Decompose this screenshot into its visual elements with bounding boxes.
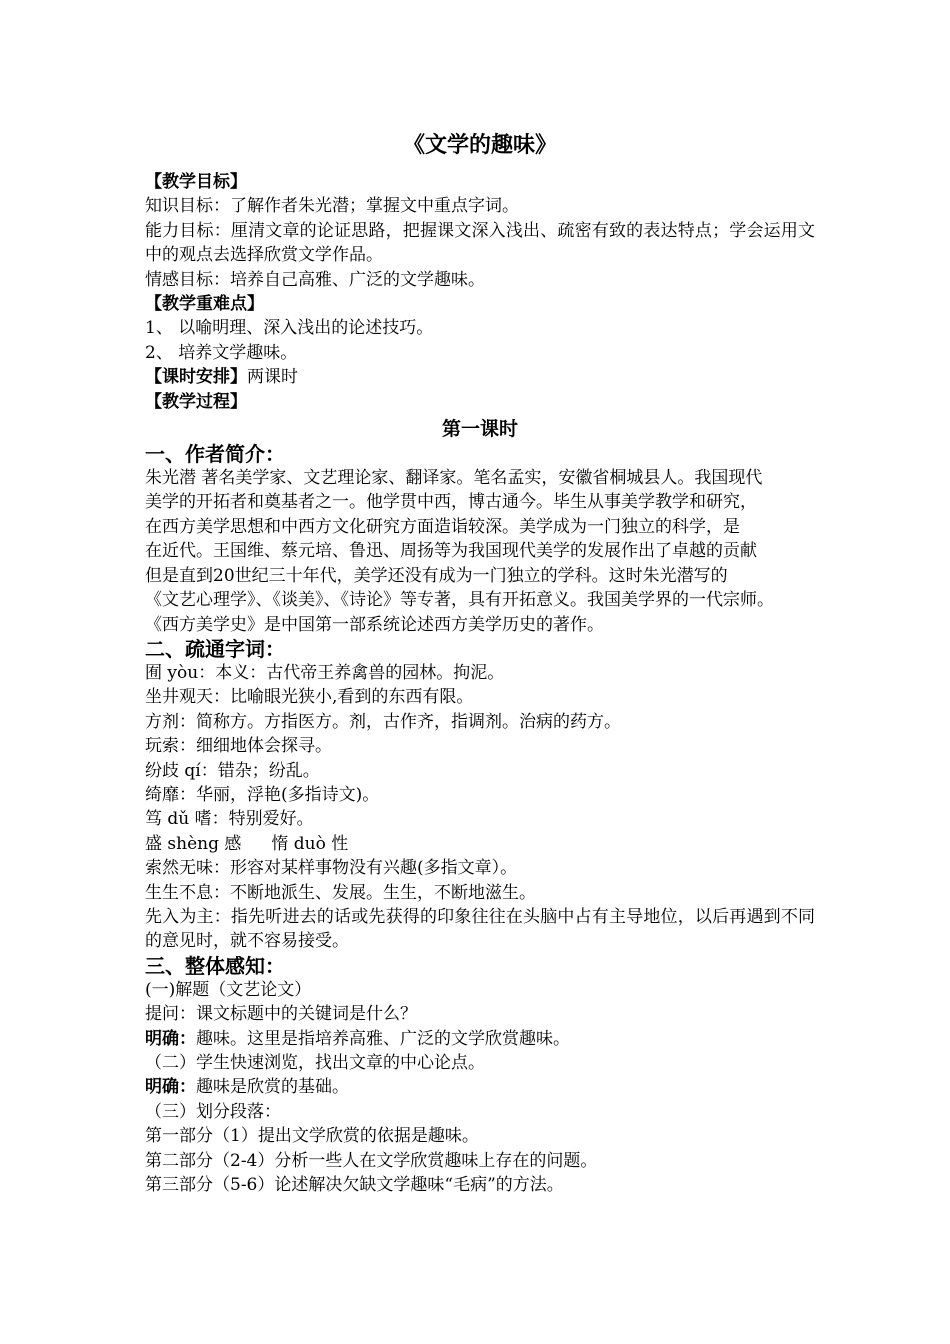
schedule-line	[145, 365, 815, 389]
vocab-item: 纷歧 qí：错杂；纷乱。	[145, 760, 320, 781]
author-line: 《西方美学史》是中国第一部系统论述西方美学历史的著作。	[145, 614, 604, 635]
overview-question: 提问：课文标题中的关键词是什么？	[145, 1004, 417, 1025]
answer-label: 明确：	[145, 1077, 196, 1098]
knowledge-objective: 知识目标：了解作者朱光潜；掌握文中重点字词。	[145, 196, 519, 217]
vocab-item: 玩索：细细地体会探寻。	[145, 736, 332, 757]
overview-task: （二）学生快速浏览，找出文章的中心论点。	[145, 1053, 485, 1073]
part-item: 第二部分（2-4）分析一些人在文学欣赏趣味上存在的问题。	[145, 1150, 598, 1171]
part-item: 第三部分（5-6）论述解决欠缺文学趣味“毛病”的方法。	[145, 1175, 564, 1196]
section-author-heading: 一、作者简介：	[145, 442, 285, 467]
key-point-item: 1、 以喻明理、深入浅出的论述技巧。	[145, 318, 434, 339]
lesson-one-heading: 第一课时	[441, 418, 518, 441]
author-line: 《文艺心理学》、《谈美》、《诗论》等专著，具有开拓意义。我国美学界的一代宗师。	[145, 590, 774, 611]
schedule-heading: 【课时安排】	[145, 367, 247, 388]
author-line: 但是直到20世纪三十年代，美学还没有成为一门独立的学科。这时朱光潜写的	[145, 565, 728, 586]
vocab-item: 囿 yòu：本义：古代帝王养禽兽的园林。拘泥。	[145, 662, 505, 683]
vocab-item: 方剂：简称方。方指医方。剂，古作齐，指调剂。治病的药方。	[145, 711, 621, 732]
vocab-item: 先入为主：指先听进去的话或先获得的印象往往在头脑中占有主导地位，以后再遇到不同的意见时，就不容易接受。	[145, 906, 815, 952]
schedule-value: 两课时	[247, 367, 298, 388]
section-vocab-heading: 二、疏通字词：	[145, 636, 285, 661]
author-line: 朱光潜 著名美学家、文艺理论家、翻译家。笔名孟实，安徽省桐城县人。我国现代	[145, 468, 763, 489]
overview-task: （三）划分段落：	[145, 1101, 281, 1122]
objectives-heading: 【教学目标】	[145, 172, 247, 192]
answer-text: 趣味。这里是指培养高雅、广泛的文学欣赏趣味。	[196, 1028, 570, 1049]
emotion-objective: 情感目标：培养自己高雅、广泛的文学趣味。	[145, 269, 485, 290]
answer-label: 明确：	[145, 1028, 196, 1049]
section-overview-heading: 三、整体感知：	[145, 953, 285, 978]
ability-objective: 能力目标：厘清文章的论证思路，把握课文深入浅出、疏密有致的表达特点；学会运用文中的观点去选择欣赏文学作品。	[145, 220, 815, 266]
author-line: 在西方美学思想和中西方文化研究方面造诣较深。美学成为一门独立的科学，是	[145, 516, 740, 537]
vocab-item: 笃 dǔ 嗜：特别爱好。	[145, 809, 314, 830]
document-title: 《文学的趣味》	[402, 133, 557, 158]
vocab-pair-b: 惰 duò 性	[271, 833, 349, 854]
answer-text: 趣味是欣赏的基础。	[196, 1077, 349, 1098]
part-item: 第一部分（1）提出文学欣赏的依据是趣味。	[145, 1126, 479, 1147]
vocab-pair-line	[145, 832, 815, 856]
overview-topic: (一)解题（文艺论文）	[145, 979, 312, 1000]
key-points-heading: 【教学重难点】	[145, 294, 264, 315]
vocab-pair-a: 盛 shèng 感	[145, 833, 242, 854]
author-line: 美学的开拓者和奠基者之一。他学贯中西，博古通今。毕生从事美学教学和研究，	[145, 492, 757, 513]
vocab-item: 索然无味：形容对某样事物没有兴趣(多指文章）。	[145, 858, 518, 879]
document-page	[145, 130, 815, 1197]
vocab-item: 生生不息：不断地派生、发展。生生，不断地滋生。	[145, 882, 536, 903]
process-heading: 【教学过程】	[145, 391, 247, 412]
author-line: 在近代。王国维、蔡元培、鲁迅、周扬等为我国现代美学的发展作出了卓越的贡献	[145, 541, 757, 562]
vocab-item: 绮靡：华丽，浮艳(多指诗文)。	[145, 784, 380, 805]
overview-answer	[145, 1075, 815, 1099]
key-point-item: 2、 培养文学趣味。	[145, 342, 298, 363]
overview-answer	[145, 1027, 815, 1051]
vocab-item: 坐井观天：比喻眼光狭小,看到的东西有限。	[145, 687, 474, 708]
